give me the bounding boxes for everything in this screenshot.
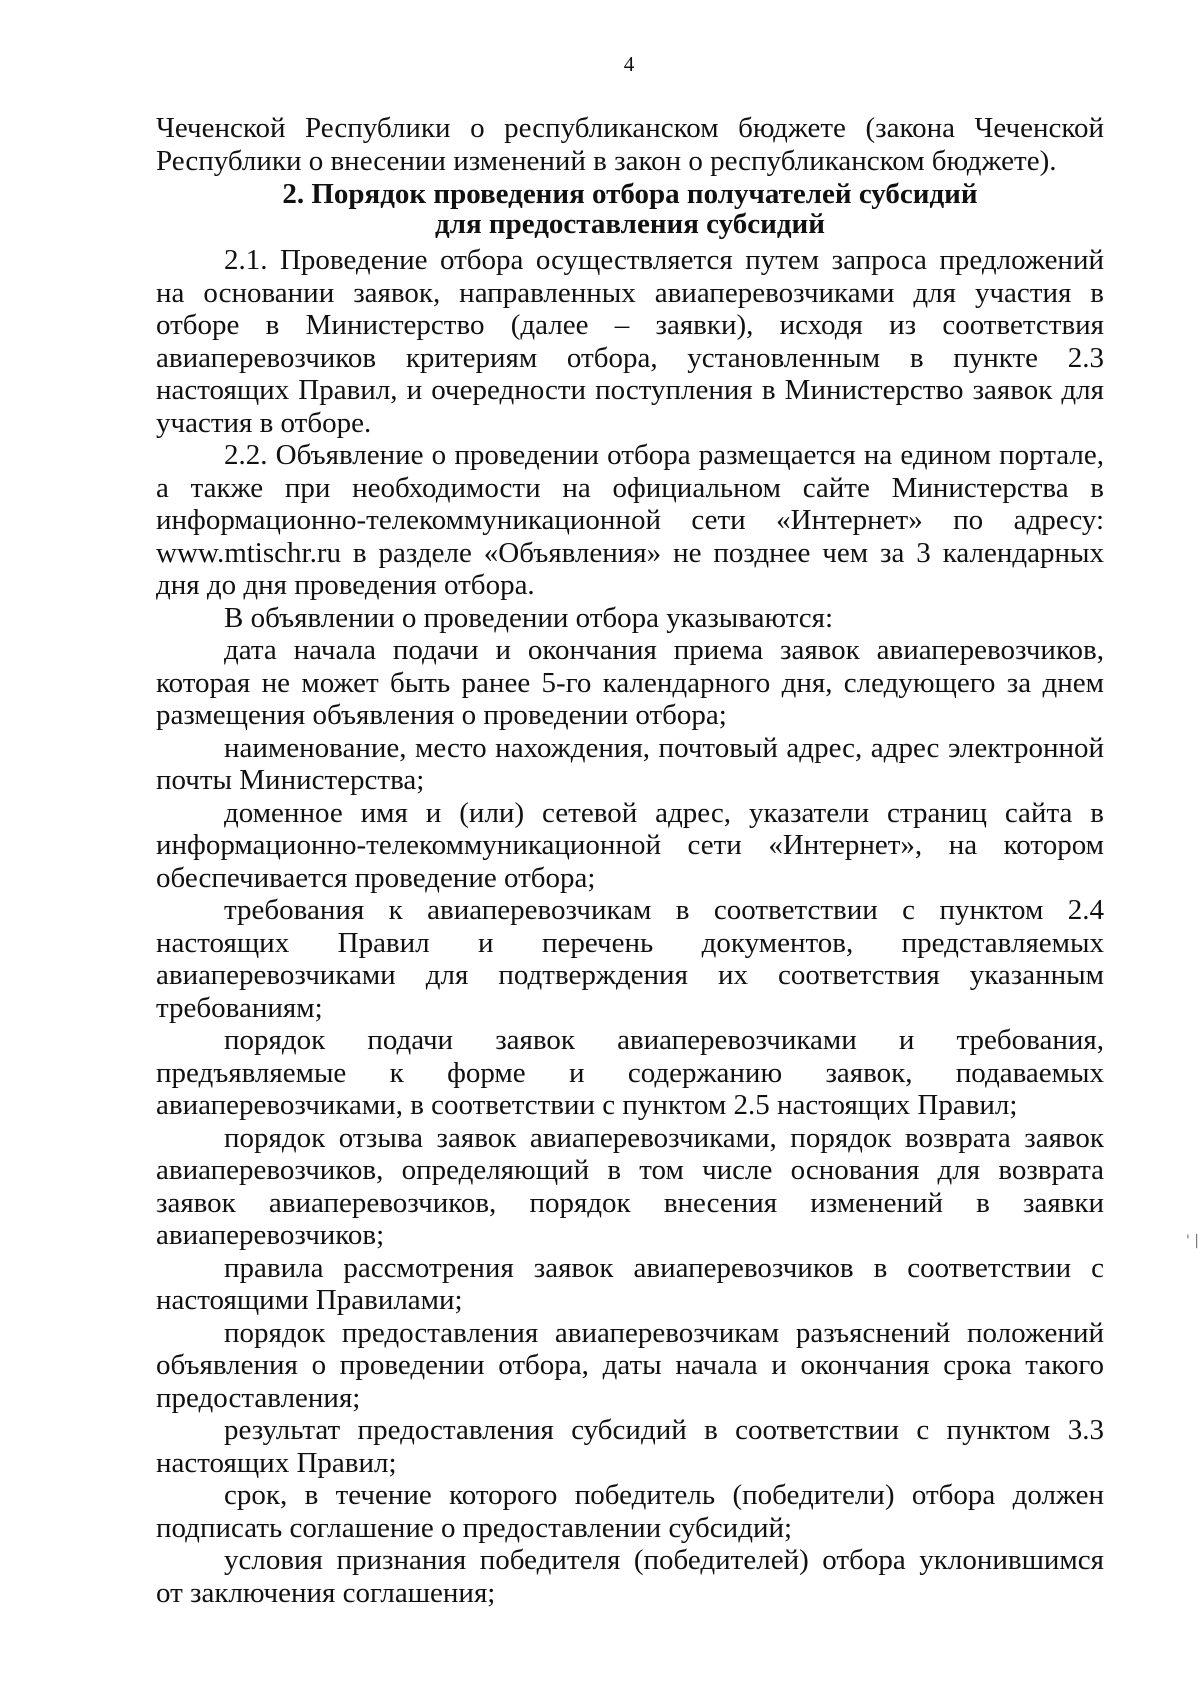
list-item-clarifications: порядок предоставления авиаперевозчикам разъяснений положений объявления о проведении отбора, даты начала и окончания срока такого предоставления; [156, 1316, 1104, 1414]
paragraph-2-1: 2.1. Проведение отбора осуществляется путем запроса предложений на основании заявок, направленных авиаперевозчиками для участия в отборе в Министерство (далее – заявки), исходя из соответствия авиаперевозчиков критериям отбора, установленным в пункте 2.3 настоящих Правил, и очередности поступления в Министерство заявок для участия в отборе. [156, 244, 1104, 439]
list-item-signing-deadline: срок, в течение которого победитель (победители) отбора должен подписать соглашение о предоставлении субсидий; [156, 1479, 1104, 1544]
list-intro-paragraph: В объявлении о проведении отбора указываются: [224, 601, 834, 634]
list-item-review-rules: правила рассмотрения заявок авиаперевозчиков в соответствии с настоящими Правилами; [156, 1251, 1104, 1316]
list-item-dates: дата начала подачи и окончания приема заявок авиаперевозчиков, которая не может быть ранее 5-го календарного дня, следующего за днем размещения объявления о проведении отбора; [156, 634, 1104, 731]
list-item-withdrawal-order: порядок отзыва заявок авиаперевозчиками, порядок возврата заявок авиаперевозчиков, определяющий в том числе основания для возврата заявок авиаперевозчиков, порядок внесения изменений в заявки авиаперевозчиков; [156, 1121, 1104, 1251]
paragraph-2-2: 2.2. Объявление о проведении отбора размещается на едином портале, а также при необходимости на официальном сайте Министерства в информационно-телекоммуникационной сети «Интернет» по адресу: www.mtischr.ru в разделе «Объявления» не позднее чем за 3 календарных дня до дня проведения отбора. [156, 439, 1104, 601]
section-heading-line-1: 2. Порядок проведения отбора получателей субсидий [282, 178, 978, 210]
list-item-ministry-contacts: наименование, место нахождения, почтовый адрес, адрес электронной почты Министерства; [156, 731, 1104, 796]
document-body [156, 112, 1104, 1609]
section-heading-line-2: для предоставления субсидий [435, 208, 825, 240]
page-number: 4 [623, 52, 635, 76]
list-item-submission-order: порядок подачи заявок авиаперевозчиками и требования, предъявляемые к форме и содержанию заявок, подаваемых авиаперевозчиками, в соответствии с пунктом 2.5 настоящих Правил; [156, 1024, 1104, 1121]
list-item-requirements: требования к авиаперевозчикам в соответствии с пунктом 2.4 настоящих Правил и перечень документов, представляемых авиаперевозчиками для подтверждения их соответствия указанным требованиям; [156, 894, 1104, 1024]
list-item-domain: доменное имя и (или) сетевой адрес, указатели страниц сайта в информационно-телекоммуникационной сети «Интернет», на котором обеспечивается проведение отбора; [156, 796, 1104, 894]
intro-paragraph: Чеченской Республики о республиканском бюджете (закона Чеченской Республики о внесении изменений в закон о республиканском бюджете). [156, 112, 1104, 177]
list-item-result: результат предоставления субсидий в соответствии с пунктом 3.3 настоящих Правил; [156, 1414, 1104, 1479]
list-item-evasion-conditions: условия признания победителя (победителей) отбора уклонившимся от заключения соглашения; [156, 1544, 1104, 1609]
margin-mark: ' | [1186, 1233, 1200, 1249]
section-heading [156, 177, 1104, 244]
